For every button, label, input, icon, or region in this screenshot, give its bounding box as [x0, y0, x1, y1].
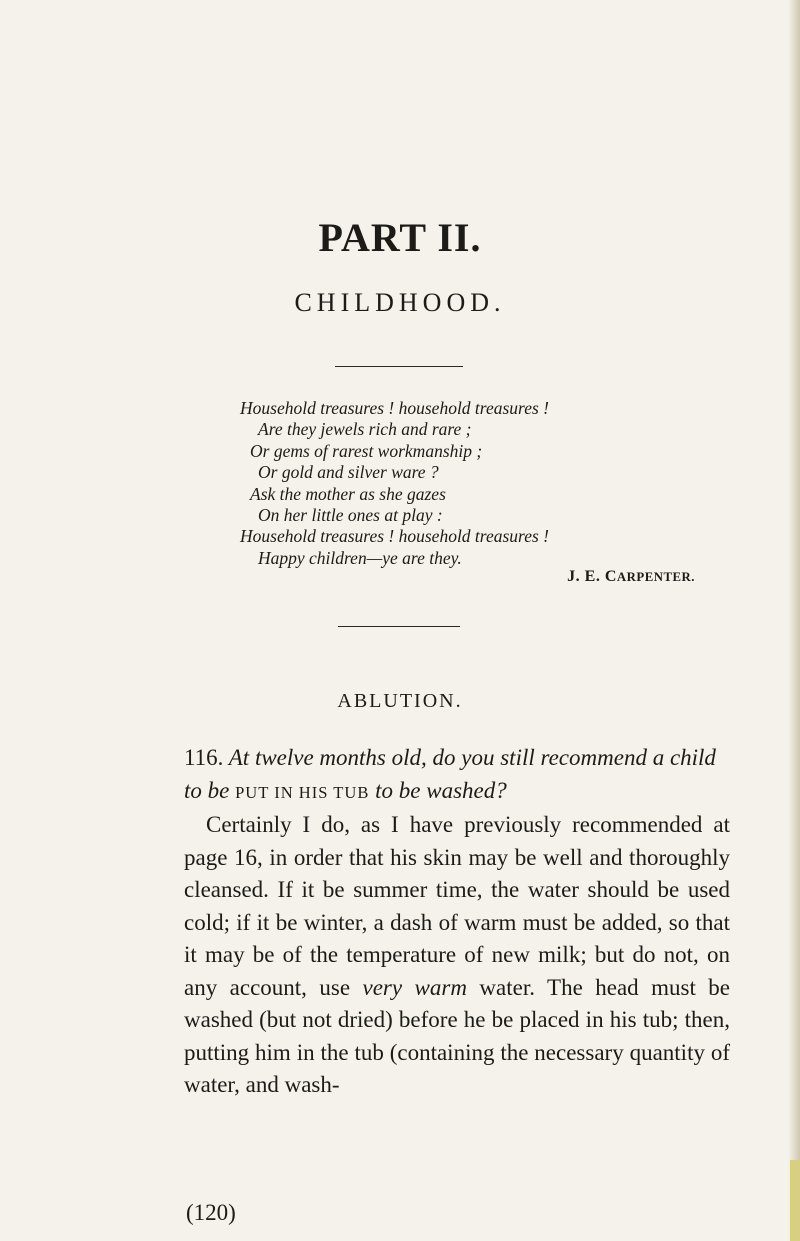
poem-line: Household treasures ! household treasures !	[240, 526, 549, 547]
poem-line: On her little ones at play :	[258, 505, 443, 526]
attribution-surname-rest: ARPENTER.	[616, 570, 695, 584]
divider-top	[335, 366, 463, 367]
epigraph-poem	[240, 398, 720, 569]
question-caps: PUT IN HIS TUB	[235, 782, 370, 802]
divider-middle	[338, 626, 460, 627]
poem-line: Household treasures ! household treasures !	[240, 398, 549, 418]
poem-line: Ask the mother as she gazes	[250, 483, 446, 504]
answer-emphasis: very warm	[362, 974, 467, 1000]
poem-line: Or gems of rarest workmanship ;	[250, 440, 483, 461]
body-text	[184, 742, 730, 1102]
page-number: (120)	[186, 1200, 236, 1225]
poem-line: Happy children—ye are they.	[258, 547, 462, 568]
poem-line: Are they jewels rich and rare ;	[258, 419, 472, 440]
poem-line: Or gold and silver ware ?	[258, 462, 439, 483]
question	[184, 742, 730, 809]
question-text-end: to be washed?	[375, 777, 507, 803]
page-edge	[788, 0, 800, 1241]
attribution-initials: J. E. C	[567, 568, 617, 585]
question-text: At twelve months old, do you still recommend a child to be	[184, 745, 716, 803]
section-title: ABLUTION.	[337, 690, 463, 712]
answer-text: Certainly I do, as I have previously recommended at page 16, in order that his skin may be well and thoroughly cleansed. If it be summer time, the water should be used cold; if it be winter, a dash of warm must be added, so that it may be of the temperature of new milk; but do not, on any account, use	[184, 812, 730, 1000]
answer-text-end: water. The head must be washed (but not dried) before he be placed in his tub; then, putting him in the tub (containing the necessary quantity of water, and wash-	[184, 974, 731, 1097]
part-title: PART II.	[318, 215, 482, 260]
page-edge-stain	[790, 1160, 800, 1241]
question-number: 116.	[184, 745, 224, 770]
chapter-title: CHILDHOOD.	[294, 288, 506, 317]
poem-attribution	[567, 568, 695, 586]
answer-paragraph	[184, 809, 730, 1102]
